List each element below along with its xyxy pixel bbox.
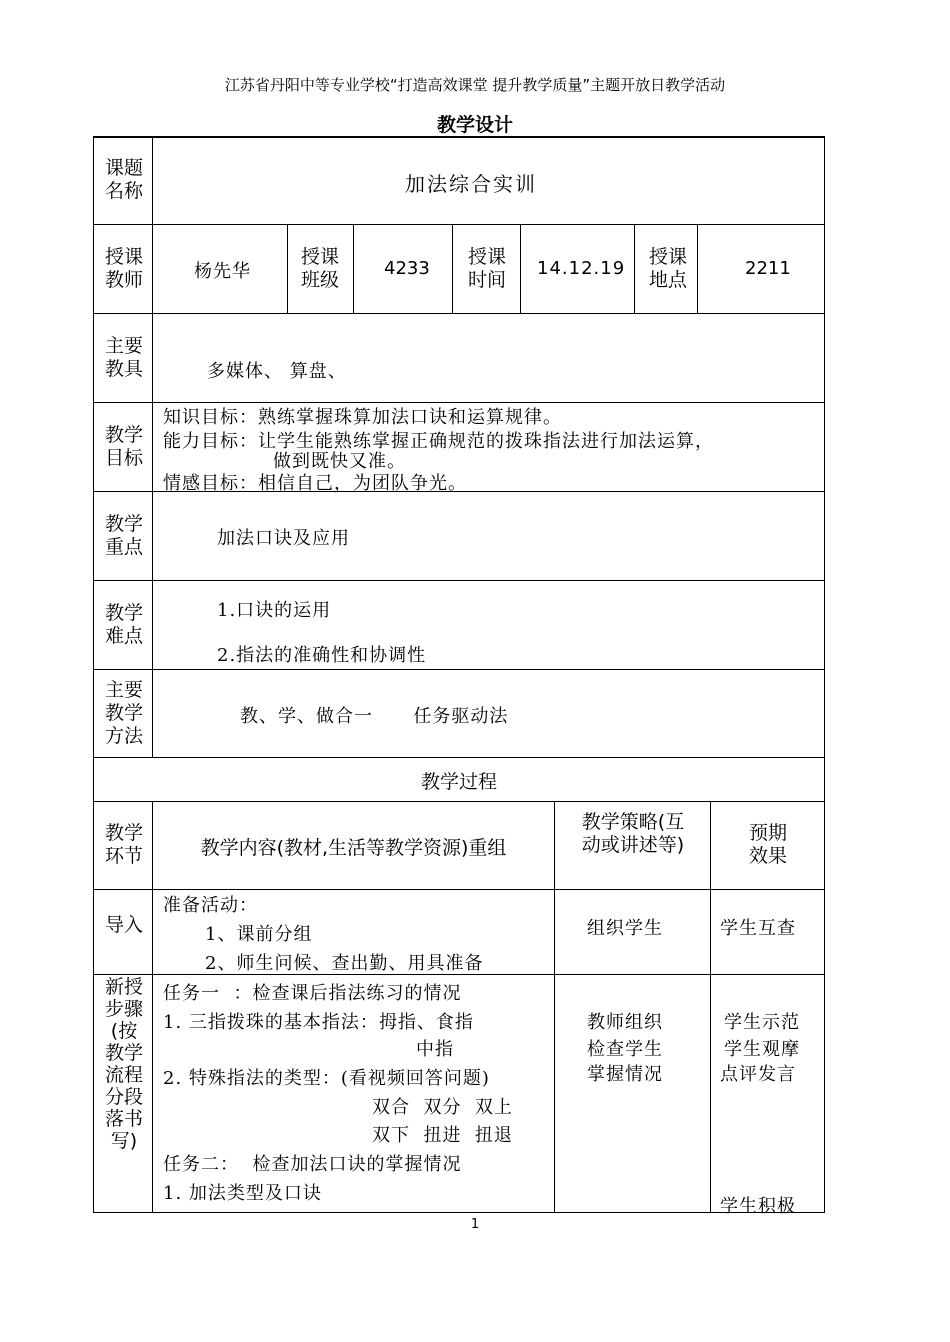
new-line: 2. 特殊指法的类型：(看视频回答问题) [163,1068,490,1089]
info-divider [520,224,521,314]
new-line: 任务二： 检查加法口诀的掌握情况 [163,1154,462,1175]
goal-line: 知识目标：熟练掌握珠算加法口诀和运算规律。 [163,407,562,428]
teacher-value: 杨先华 [194,261,251,282]
tools-value: 多媒体、 算盘、 [207,361,347,382]
class-label: 授课班级 [300,246,339,291]
place-label: 授课地点 [648,246,687,291]
label-column-divider [152,136,153,758]
difficulty-item: 1.口诀的运用 [217,600,332,621]
new-strategy-line: 掌握情况 [587,1064,663,1085]
table-border-right [824,136,825,1213]
place-value: 2211 [745,258,791,279]
intro-effect: 学生互查 [720,918,796,939]
row-divider [93,669,825,670]
table-border-left [93,136,94,1213]
label-column-divider [152,801,153,1213]
new-line: 1. 三指拨珠的基本指法：拇指、食指 [163,1012,474,1033]
page-number: 1 [470,1217,480,1232]
new-line: 双合 双分 双上 [372,1097,513,1118]
goal-line: 情感目标：相信自己，为团队争光。 [163,473,467,494]
teacher-label: 授课教师 [104,246,143,291]
methods-label: 主要教学方法 [104,679,143,747]
goals-label: 教学目标 [104,424,143,469]
process-column-divider [710,801,711,1213]
new-effect-line: 点评发言 [720,1064,796,1085]
document-title: 教学设计 [436,114,513,136]
new-line: 1. 加法类型及口诀 [163,1183,322,1204]
effect-header: 预期效果 [748,822,787,867]
stage-header: 教学环节 [104,822,143,867]
table-border-top [93,136,825,138]
row-divider [93,889,825,890]
new-effect-line: 学生观摩 [724,1039,800,1060]
info-divider [634,224,635,314]
row-divider [93,580,825,581]
methods-value: 教、学、做合一 任务驱动法 [240,706,509,727]
row-divider [93,757,825,758]
difficulty-label: 教学难点 [104,602,143,647]
new-effect-extra: 学生积极 [720,1196,796,1217]
row-divider [93,313,825,314]
new-strategy-line: 教师组织 [587,1012,663,1033]
content-header: 教学内容(教材,生活等教学资源)重组 [200,837,507,859]
intro-stage: 导入 [105,914,144,936]
new-stage-label: 新授步骤(按教学流程分段落书写) [104,976,143,1152]
focus-label: 教学重点 [104,513,143,558]
info-divider [353,224,354,314]
topic-value: 加法综合实训 [405,172,537,196]
time-value: 14.12.19 [537,258,626,279]
intro-line: 2、师生问候、查出勤、用具准备 [205,953,484,974]
new-line: 任务一 ：检查课后指法练习的情况 [163,983,462,1004]
process-column-divider [554,801,555,1213]
strategy-header: 教学策略(互动或讲述等) [581,811,685,856]
new-line: 双下 扭进 扭退 [372,1125,513,1146]
goal-line: 做到既快又准。 [273,451,406,472]
time-label: 授课时间 [467,246,506,291]
new-strategy-line: 检查学生 [587,1039,663,1060]
tools-label: 主要教具 [104,335,143,380]
info-divider [287,224,288,314]
table-border-bottom [93,1212,825,1213]
new-line: 中指 [416,1039,454,1060]
new-effect-line: 学生示范 [724,1012,800,1033]
difficulty-item: 2.指法的准确性和协调性 [217,645,427,666]
row-divider [93,801,825,802]
row-divider [93,224,825,225]
info-divider [697,224,698,314]
intro-line: 准备活动： [163,895,258,916]
focus-value: 加法口诀及应用 [217,528,350,549]
goal-line: 能力目标：让学生能熟练掌握正确规范的拨珠指法进行加法运算， [163,431,714,452]
class-value: 4233 [384,258,430,279]
topic-label: 课题名称 [104,157,143,202]
intro-strategy: 组织学生 [587,918,663,939]
process-title: 教学过程 [420,771,497,793]
info-divider [452,224,453,314]
school-header: 江苏省丹阳中等专业学校“打造高效课堂 提升教学质量”主题开放日教学活动 [224,76,726,94]
intro-line: 1、课前分组 [205,924,313,945]
